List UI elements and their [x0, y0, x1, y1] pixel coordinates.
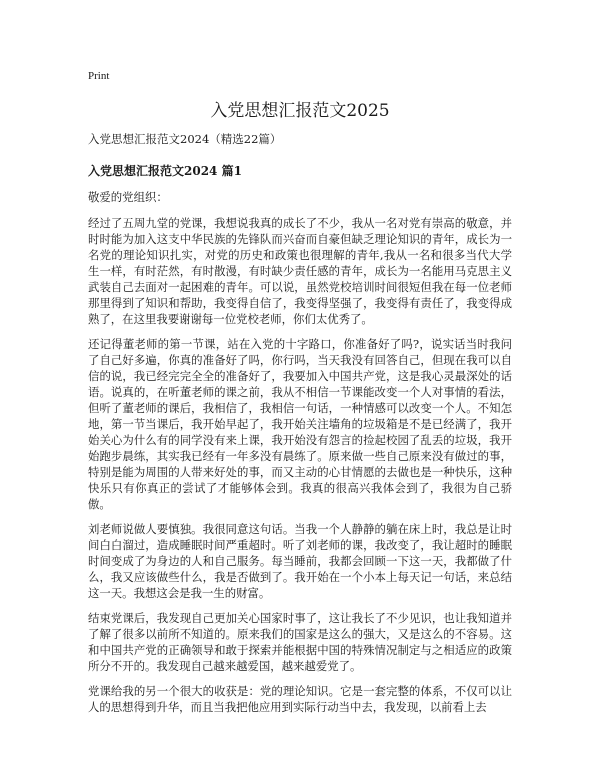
paragraph-3: 刘老师说做人要慎独。我很同意这句话。当我一个人静静的躺在床上时，我总是让时间白白溜过，造成睡眠时间严重超时。听了刘老师的课，我改变了，我让超时的睡眠时间变成了为身边的人和自己服务。每当睡前，我都会回顾一下这一天，我都做了什么，我又应该做些什么，我是否做到了。我开始在一个小本上每天记一句话，来总结这一天。我想这会是我一生的财富。: [88, 522, 512, 600]
greeting: 敬爱的党组织：: [88, 190, 168, 204]
article-body: [88, 189, 512, 724]
document-title: 入党思想汇报范文2025: [210, 101, 390, 121]
section-heading: 入党思想汇报范文2024 篇1: [88, 164, 242, 178]
paragraph-2: 还记得董老师的第一节课，站在入党的十字路口，你准备好了吗?，说实话当时我问了自己好多遍，你真的准备好了吗，你行吗，当天我没有回答自己，但现在我可以自信的说，我已经完完全全的准备好了，我要加入中国共产党，这是我心灵最深处的话语。说真的，在听董老师的课之前，我从不相信一节课能改变一个人对事情的看法，但听了董老师的课后，我相信了，我相信一句话，一种情感可以改变一个人。不知怎地，第一节当课后，我开始早起了，我开始关注墙角的垃圾箱是不是已经满了，我开始关心为什么有的同学没有来上课，我开始没有怨言的捡起校园了乱丢的垃圾，我开始跑步晨练，其实我已经有一年多没有晨练了。原来做一些自己原来没有做过的事，特别是能为周围的人带来好处的事，而又主动的心甘情愿的去做也是一种快乐，这种快乐只有你真正的尝试了才能够体会到。我真的很高兴我体会到了，我很为自己骄傲。: [88, 337, 512, 511]
paragraph-4: 结束党课后，我发现自己更加关心国家时事了，这让我长了不少见识，也让我知道并了解了很多以前所不知道的。原来我们的国家是这么的强大，又是这么的不容易。这和中国共产党的正确领导和敢于探索并能根据中国的特殊情况制定与之相适应的政策所分不开的。我发现自己越来越爱国，越来越爱党了。: [88, 611, 512, 673]
paragraph-1: 经过了五周九堂的党课，我想说我真的成长了不少，我从一名对党有崇高的敬意，并时时能为加入这支中华民族的先锋队而兴奋而自豪但缺乏理论知识的青年，成长为一名党的理论知识扎实，对党的历史和政策也很理解的青年,我从一名和很多当代大学生一样，有时茫然，有时散漫，有时缺少责任感的青年，成长为一名能用马克思主义武装自己去面对一起困难的青年。可以说，虽然党校培训时间很短但我在每一位老师那里得到了知识和帮助，我变得自信了，我变得坚强了，我变得有责任了，我变得成熟了，在这里我要谢谢每一位党校老师，你们太优秀了。: [88, 216, 512, 326]
paragraph-5: 党课给我的另一个很大的收获是：党的理论知识。它是一套完整的体系，不仅可以让人的思想得到升华，而且当我把他应用到实际行动当中去，我发现，以前看上去: [88, 684, 512, 714]
print-label: Print: [88, 70, 110, 82]
document-subtitle: 入党思想汇报范文2024（精选22篇）: [88, 132, 282, 146]
